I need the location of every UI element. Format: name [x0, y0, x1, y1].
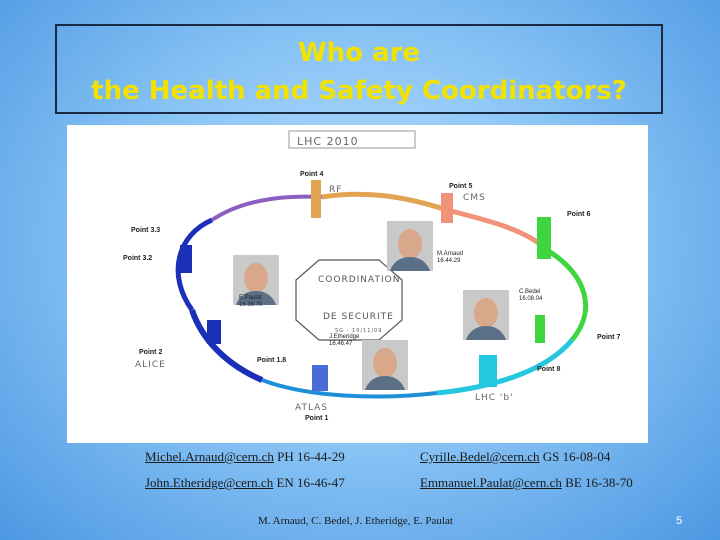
footer-authors: M. Arnaud, C. Bedel, J. Etheridge, E. Paulat	[258, 515, 453, 527]
contact-paulat-info: BE 16-38-70	[561, 475, 633, 490]
label-point-6: Point 6	[567, 211, 591, 218]
photo-c-bedel	[463, 290, 509, 340]
page-number: 5	[676, 515, 683, 527]
ring-sector-1-2	[192, 310, 262, 380]
label-point-3-3: Point 3.3	[131, 227, 161, 234]
label-cms: CMS	[463, 193, 486, 203]
center-line-2: DE SECURITE	[323, 312, 394, 322]
email-link-etheridge[interactable]: John.Etheridge@cern.ch	[145, 475, 274, 490]
photo-j-etheridge	[362, 340, 408, 390]
email-link-bedel[interactable]: Cyrille.Bedel@cern.ch	[420, 449, 540, 464]
contact-bedel-info: GS 16-08-04	[539, 449, 611, 464]
ring-sector-5-6	[447, 210, 547, 250]
label-j-etheridge: J.Etheridge 16.46.47	[329, 334, 360, 347]
label-alice: ALICE	[135, 360, 166, 370]
contact-arnaud-info: PH 16-44-29	[273, 449, 345, 464]
label-lhcb: LHC 'b'	[475, 393, 514, 403]
label-point-1: Point 1	[305, 415, 329, 422]
lhcb-shaft	[479, 355, 497, 387]
ring-sector-4-5	[322, 194, 447, 210]
cms-shaft	[441, 193, 453, 223]
label-point-1-8: Point 1.8	[257, 357, 287, 364]
label-point-5: Point 5	[449, 183, 473, 190]
label-atlas: ATLAS	[295, 403, 329, 413]
figure-heading: LHC 2010	[297, 135, 359, 148]
label-m-arnaud: M.Arnaud 16.44.29	[437, 251, 464, 264]
alice-shaft	[207, 320, 221, 344]
rf-shaft	[311, 180, 321, 218]
ring-sector-3-4	[212, 197, 322, 220]
title-line-1: Who are	[297, 38, 421, 68]
title-box	[55, 24, 663, 114]
label-point-4: Point 4	[300, 171, 324, 178]
point6-shaft	[537, 217, 551, 259]
label-point-8: Point 8	[537, 366, 561, 373]
point7-shaft	[535, 315, 545, 343]
label-point-2: Point 2	[139, 349, 163, 356]
ring-sector-6-7	[547, 250, 586, 340]
label-point-7: Point 7	[597, 334, 621, 341]
point3-shaft	[180, 245, 192, 273]
label-c-bedel: C.Bedel 16.08.04	[519, 289, 543, 302]
email-link-paulat[interactable]: Emmanuel.Paulat@cern.ch	[420, 475, 562, 490]
title-line-2: the Health and Safety Coordinators?	[91, 76, 627, 106]
label-e-paulat: E.Paulat 16.38.70	[239, 295, 263, 308]
ring-sector-8-1	[262, 380, 437, 397]
center-line-1: COORDINATION	[318, 275, 401, 285]
contact-etheridge-info: EN 16-46-47	[273, 475, 345, 490]
contact-arnaud	[145, 449, 345, 465]
label-point-3-2: Point 3.2	[123, 255, 153, 262]
center-date: SG - 10/11/09	[335, 328, 383, 334]
atlas-shaft	[312, 365, 328, 391]
contact-bedel	[420, 449, 610, 465]
contact-paulat	[420, 475, 633, 491]
contact-etheridge	[145, 475, 345, 491]
photo-m-arnaud	[387, 221, 433, 271]
lhc-coordination-figure	[67, 125, 648, 443]
email-link-arnaud[interactable]: Michel.Arnaud@cern.ch	[145, 449, 274, 464]
label-rf: RF	[329, 185, 343, 195]
